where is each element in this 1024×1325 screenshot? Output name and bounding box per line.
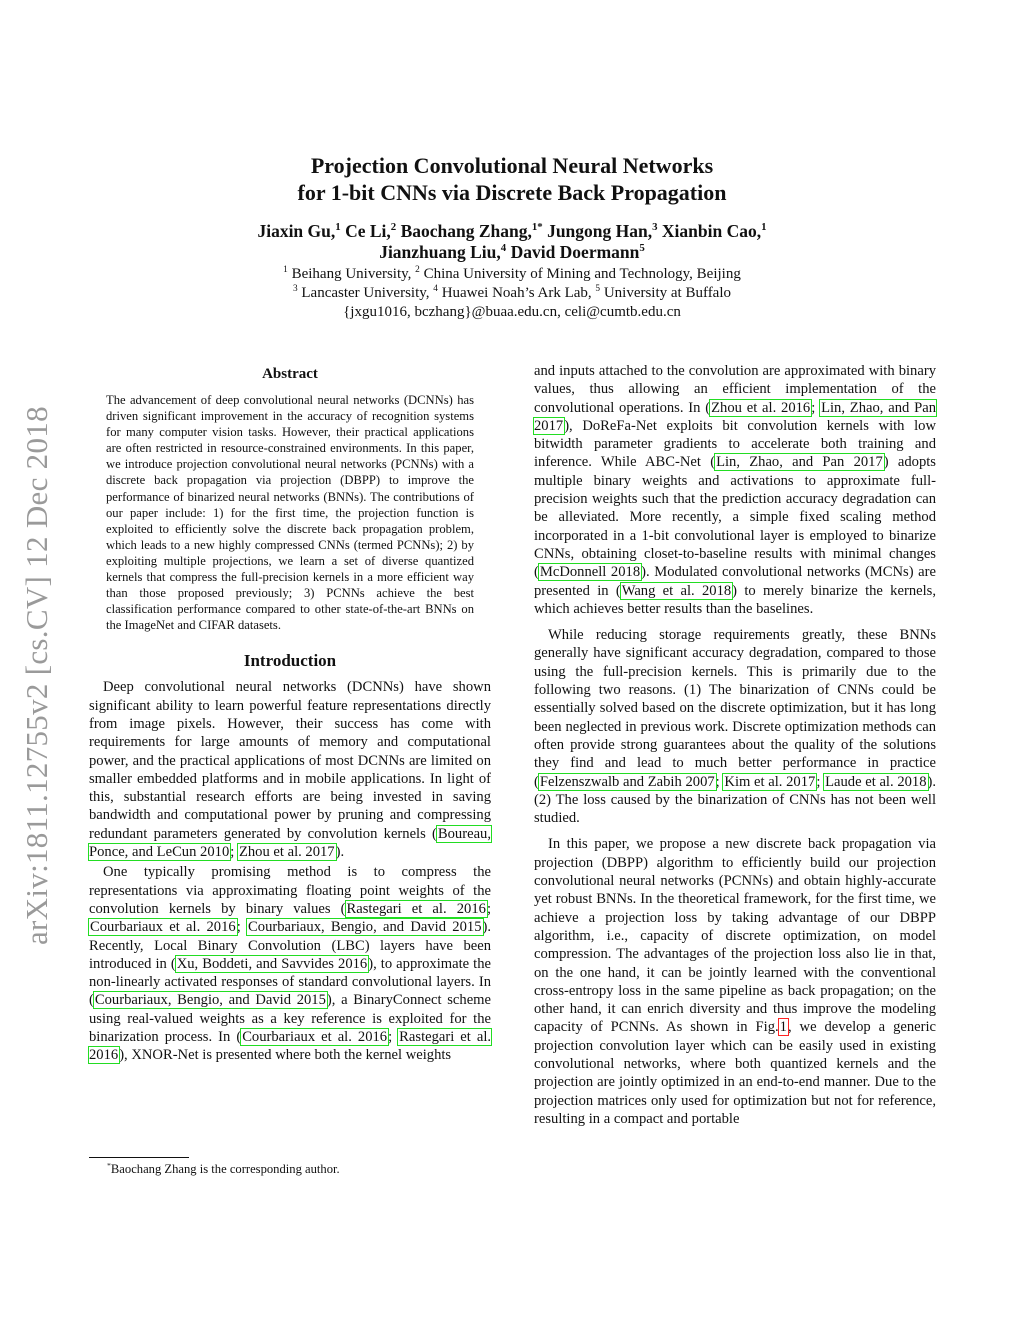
title-line-1: Projection Convolutional Neural Networks <box>310 153 714 178</box>
paper-header <box>180 152 844 322</box>
paragraph-text: While reducing storage requirements greatly, these BNNs generally have significant accuracy degradation, compared to those using the full-precision kernels. This is primarily due to the following two reasons. (1) The binarization of CNNs could be essentially solved based on the discrete optimization, but it has long been neglected in previous work. Discrete optimization methods can often provide strong guarantees about the quality of the solutions they find and lead to much better performance in practice ( <box>534 627 936 790</box>
author-affil-mark: 1* <box>531 221 543 234</box>
paragraph-text: ; <box>715 773 724 790</box>
affil-mark: 2 <box>415 265 420 275</box>
citation-link[interactable]: Zhou et al. 2017 <box>238 844 335 861</box>
title-line-2: for 1-bit CNNs via Discrete Back Propagation <box>297 180 727 205</box>
citation-link[interactable]: Wang et al. 2018 <box>621 582 732 599</box>
citation-link[interactable]: Rastegari et al. 2016 <box>346 900 486 917</box>
footnote <box>89 1157 491 1177</box>
citation-link[interactable]: Lin, Zhao, and Pan 2017 <box>716 454 883 471</box>
paragraph-text: , we develop a generic projection convolution layer which can be easily used in existing convolutional networks, where both quantized kernels and the projection are jointly optimized in an end-to-end manner. Due to the projection matrices only used for optimization but not for reference, resulting in a compact and portable <box>534 1019 937 1127</box>
abstract-heading: Abstract <box>262 366 318 382</box>
paragraph-text: ; <box>236 919 248 936</box>
paragraph-text: ). (2) The loss caused by the binarization of CNNs has not been well studied. <box>534 773 937 827</box>
affiliation-text: Beihang University, <box>287 266 416 282</box>
citation-link[interactable]: Rastegari et al. 2016 <box>89 1029 492 1064</box>
paragraph-text: ), DoReFa-Net exploits bit convolution kernels with low bitwidth parameter gradients to accelerate both training and inference. While ABC-Net ( <box>534 417 936 471</box>
author-affil-mark: 4 <box>500 242 507 255</box>
right-paragraph-1 <box>534 362 936 618</box>
affiliation-text: Lancaster University, <box>297 285 434 301</box>
author-line-2 <box>180 242 844 263</box>
affil-mark: 4 <box>433 284 438 294</box>
author-line-1 <box>180 221 844 242</box>
author-name: Baochang Zhang, <box>396 221 532 241</box>
footnote-text <box>89 1161 491 1177</box>
footnote-body: Baochang Zhang is the corresponding author. <box>110 1162 340 1176</box>
author-name: Xianbin Cao, <box>657 221 762 241</box>
paragraph-text: and inputs attached to the convolution are approximated with binary values, thus allowing an efficient implementation of the convolutional operations. In ( <box>534 363 936 416</box>
intro-paragraph-2 <box>89 863 491 1064</box>
citation-link[interactable]: Kim et al. 2017 <box>724 773 816 790</box>
author-name: Jiaxin Gu, <box>257 221 336 241</box>
citation-link[interactable]: Courbariaux et al. 2016 <box>90 919 236 936</box>
citation-link[interactable]: Lin, Zhao, and Pan 2017 <box>534 399 936 434</box>
citation-link[interactable]: Xu, Boddeti, and Savvides 2016 <box>176 955 368 972</box>
affil-mark: 5 <box>595 284 601 294</box>
paper-title <box>180 152 844 206</box>
citation-link[interactable]: Zhou et al. 2016 <box>711 399 811 416</box>
intro-paragraph-1 <box>89 678 491 861</box>
citation-link[interactable]: McDonnell 2018 <box>539 564 641 581</box>
paragraph-text: In this paper, we propose a new discrete back propagation via projection (DBPP) algorithm to efficiently build our projection convolutional neural networks (PCNNs) and obtain highly-accurate yet robust BNNs. In the theoretical framework, for the first time, we achieve a projection loss by taking advantage of our DBPP algorithm, i.e., capacity of discrete optimization, on model compression. The advantages of the projection loss also lie in that, on the one hand, it can be jointly learned with the conventional cross-entropy loss in the same pipeline as back propagation; on the other hand, it can enrich diversity and thus improve the modeling capacity of PCNNs. As shown in Fig. <box>534 836 936 1036</box>
paragraph-text: ; <box>230 844 238 861</box>
citation-link[interactable]: Courbariaux et al. 2016 <box>242 1029 388 1046</box>
paragraph-text: ). Recently, Local Binary Convolution (LBC) layers have been introduced in ( <box>89 919 492 972</box>
figure-reference-link[interactable]: 1 <box>779 1019 787 1036</box>
author-affil-mark: 1 <box>761 221 767 234</box>
left-column <box>89 362 491 1065</box>
paragraph-text: ), a BinaryConnect scheme using real-valued weights as a key reference is exploited for the binarization process. In ( <box>89 992 492 1046</box>
author-emails: {jxgu1016, bczhang}@buaa.edu.cn, celi@cumtb.edu.cn <box>343 304 681 320</box>
paragraph-text: ; <box>811 399 821 416</box>
paragraph-text: Deep convolutional neural networks (DCNNs) have shown significant ability to learn powerful feature representations directly from image pixels. However, their success has come with requirements for large amounts of memory and computational power, and the practical applications of most DCNNs are limited on smaller embedded platforms and in mobile applications. In light of this, substantial research efforts are being invested in saving bandwidth and computational power by pruning and compressing redundant parameters generated by convolution kernels ( <box>89 679 491 842</box>
author-list <box>180 221 844 263</box>
author-name: Ce Li, <box>340 221 391 241</box>
right-paragraph-2 <box>534 626 936 827</box>
author-name: Jungong Han, <box>542 221 653 241</box>
affil-mark: 3 <box>292 284 298 294</box>
introduction-heading: Introduction <box>243 651 337 671</box>
paragraph-text: ), XNOR-Net is presented where both the kernel weights <box>119 1047 452 1064</box>
paragraph-text: ) to merely binarize the kernels, which achieves better results than the baselines. <box>534 582 936 617</box>
author-affil-mark: 5 <box>639 242 645 255</box>
affiliations <box>180 265 844 322</box>
footnote-mark: * <box>107 1160 111 1170</box>
citation-link[interactable]: Boureau, Ponce, and LeCun 2010 <box>89 825 491 861</box>
arxiv-identifier-stamp: arXiv:1811.12755v2 [cs.CV] 12 Dec 2018 <box>19 406 54 945</box>
paragraph-text: ; <box>486 900 491 917</box>
author-affil-mark: 3 <box>652 221 658 234</box>
author-name: David Doermann <box>506 242 640 262</box>
paragraph-text: ). <box>335 844 345 861</box>
affiliation-text: University at Buffalo <box>600 285 732 301</box>
right-column <box>534 362 936 1128</box>
footnote-rule <box>89 1157 189 1158</box>
author-name: Jianzhuang Liu, <box>379 242 501 262</box>
author-affil-mark: 2 <box>390 221 397 234</box>
paragraph-text: One typically promising method is to compress the representations via approximating floating point weights of the convolution kernels by binary values ( <box>89 864 491 917</box>
author-affil-mark: 1 <box>335 221 341 234</box>
citation-link[interactable]: Laude et al. 2018 <box>825 773 927 790</box>
paragraph-text: ), to approximate the non-linearly activated responses of standard convolutional layers. In ( <box>89 955 491 1009</box>
paragraph-text: ; <box>816 773 825 790</box>
affiliation-line-1 <box>180 265 844 284</box>
affil-mark: 1 <box>283 265 288 275</box>
paragraph-text: ). Modulated convolutional networks (MCNs) are presented in ( <box>534 564 936 599</box>
abstract-text: The advancement of deep convolutional neural networks (DCNNs) has driven significant improvement in the accuracy of recognition systems for many computer vision tasks. However, their practical applications are often restricted in resource-constrained environments. In this paper, we introduce projection convolutional neural networks (PCNNs) with a discrete back propagation via projection (DBPP) to improve the performance of binarized neural networks (BNNs). The contributions of our paper include: 1) for the first time, the projection function is exploited to efficiently solve the discrete back propagation problem, which leads to a new highly compressed CNNs (termed PCNNs); 2) by exploiting multiple projections, we learn a set of diverse quantized kernels that compress the full-precision kernels in a more efficient way than those proposed previously; 3) PCNNs achieve the best classification performance compared to other state-of-the-art BNNs on the ImageNet and CIFAR datasets. <box>106 393 474 633</box>
affiliation-text: China University of Mining and Technology, Beijing <box>419 266 741 282</box>
paragraph-text: ; <box>388 1029 399 1046</box>
citation-link[interactable]: Courbariaux, Bengio, and David 2015 <box>94 992 326 1009</box>
affiliation-text: Huawei Noah’s Ark Lab, <box>437 285 596 301</box>
affiliation-line-2 <box>180 284 844 303</box>
citation-link[interactable]: Courbariaux, Bengio, and David 2015 <box>248 919 482 936</box>
citation-link[interactable]: Felzenszwalb and Zabih 2007 <box>539 773 715 790</box>
paragraph-text: ) adopts multiple binary weights and activations to approximate full-precision weights such that the prediction accuracy degradation can be alleviated. More recently, a simple fixed scaling method incorporated in a 1-bit convolutional layer is employed to binarize CNNs, obtaining closet-to-baseline results with minimal changes ( <box>534 454 936 581</box>
right-paragraph-3 <box>534 835 936 1128</box>
